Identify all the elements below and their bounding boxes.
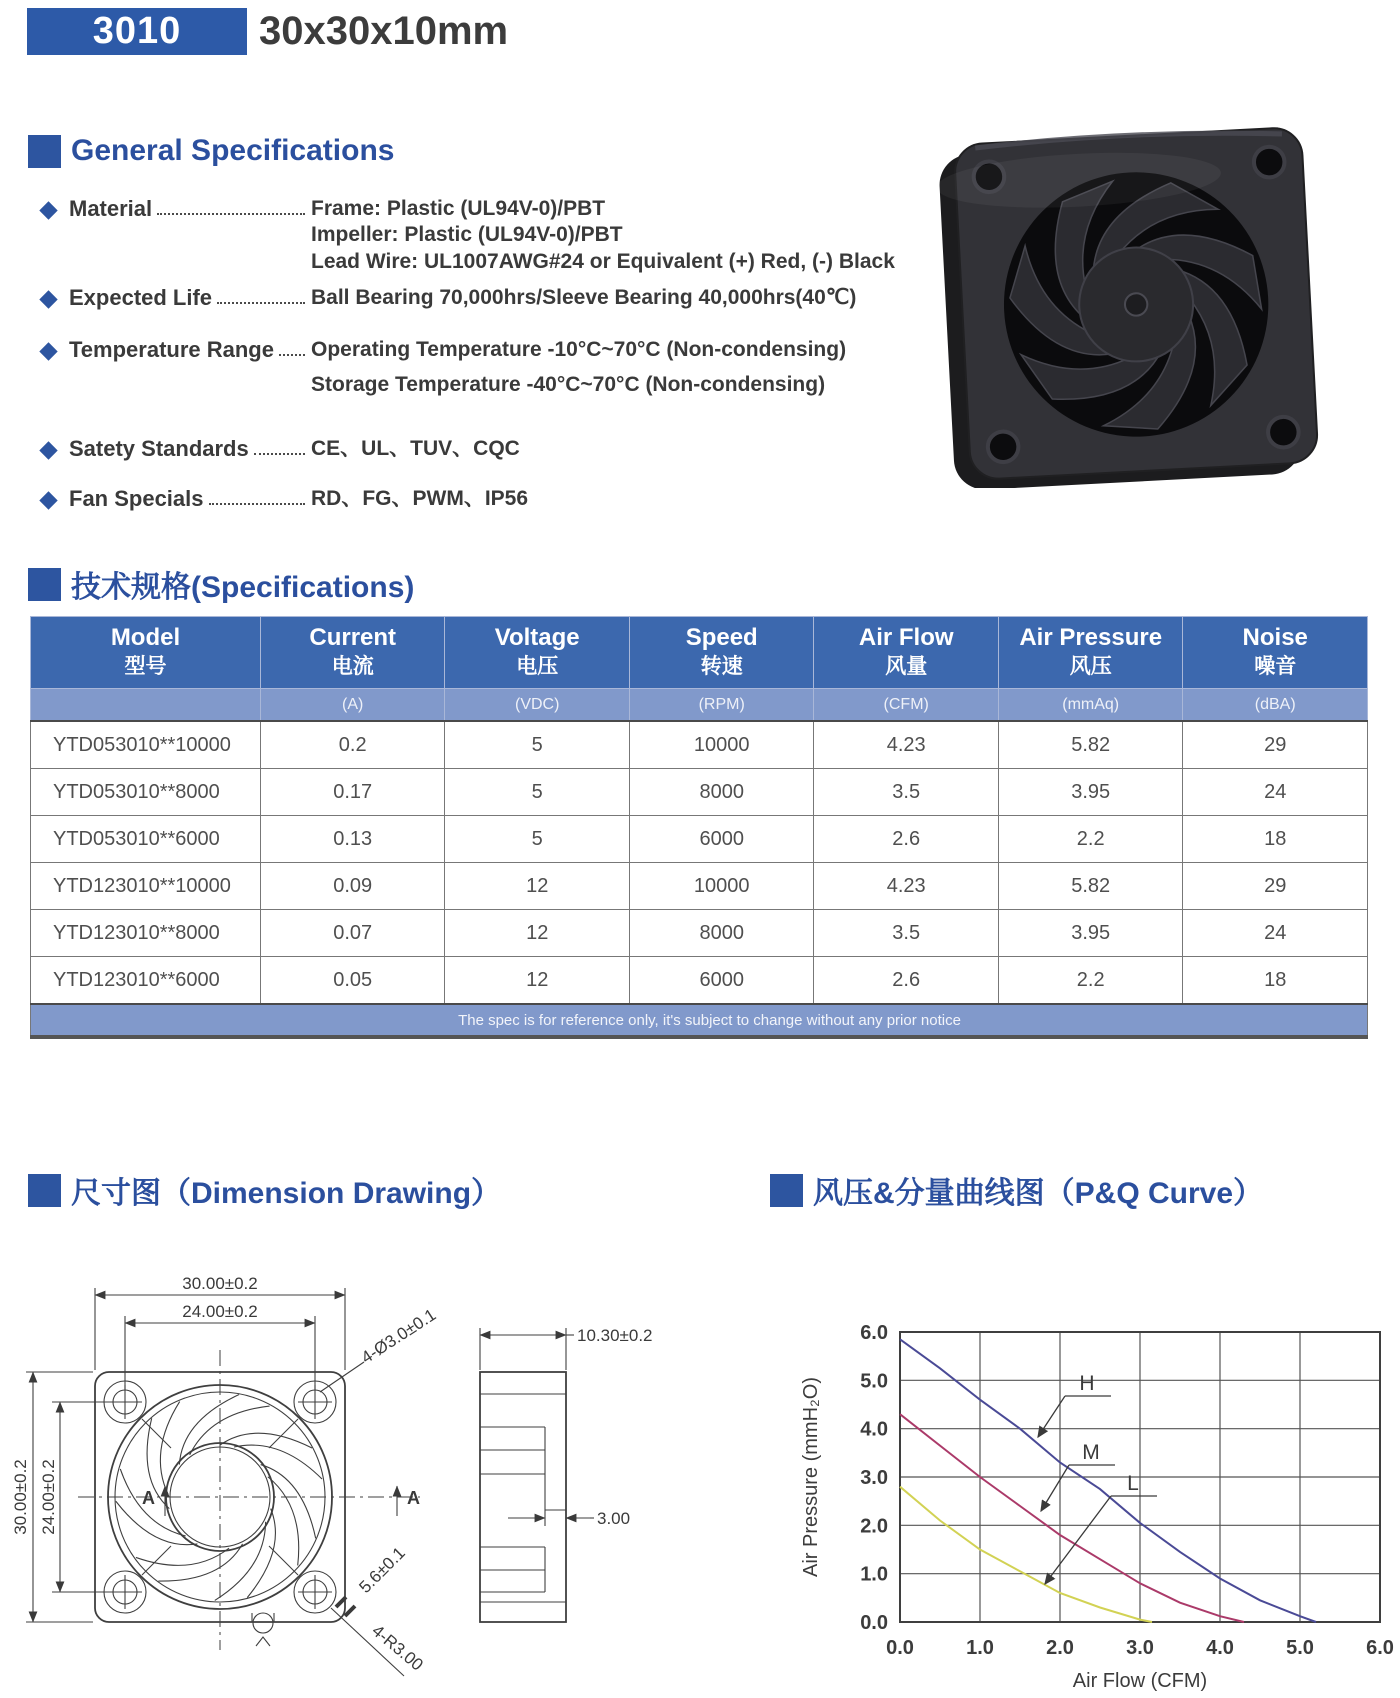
svg-text:1.0: 1.0	[966, 1637, 994, 1659]
table-cell: 18	[1183, 816, 1368, 863]
svg-text:6.0: 6.0	[860, 1322, 888, 1344]
table-row	[31, 721, 1368, 769]
pq-chart	[755, 1232, 1400, 1698]
spec-list	[30, 196, 900, 534]
table-cell: YTD053010**8000	[31, 769, 261, 816]
dotted-leader	[157, 203, 305, 215]
table-cell: 3.5	[814, 769, 999, 816]
section-a-label-right: A	[407, 1488, 420, 1508]
section-square-icon	[770, 1174, 803, 1207]
svg-text:2.0: 2.0	[1046, 1637, 1074, 1659]
side-view	[480, 1326, 653, 1622]
column-header: Model 型号	[31, 617, 261, 689]
column-unit: (VDC)	[445, 689, 630, 722]
table-units-row	[31, 689, 1368, 722]
table-cell: 0.17	[260, 769, 445, 816]
table-row	[31, 957, 1368, 1005]
svg-text:4.0: 4.0	[1206, 1637, 1234, 1659]
column-header: Noise 噪音	[1183, 617, 1368, 689]
spec-table	[30, 616, 1368, 1039]
model-code-badge: 3010	[27, 8, 247, 55]
table-cell: 2.6	[814, 957, 999, 1005]
column-unit: (A)	[260, 689, 445, 722]
table-cell: YTD053010**10000	[31, 721, 261, 769]
table-cell: 8000	[629, 910, 814, 957]
dim-width-outer: 30.00±0.2	[182, 1274, 258, 1293]
general-specs-header	[28, 134, 394, 168]
table-cell: 10000	[629, 863, 814, 910]
table-cell: 2.6	[814, 816, 999, 863]
dotted-leader	[254, 443, 305, 455]
table-row	[31, 769, 1368, 816]
curve-l	[900, 1487, 1152, 1622]
spec-item	[30, 196, 900, 275]
spec-label: Expected Life	[69, 285, 311, 311]
dim-depth: 10.30±0.2	[577, 1326, 653, 1345]
table-cell: 12	[445, 863, 630, 910]
spec-label: Satety Standards	[69, 436, 311, 462]
svg-text:H: H	[1079, 1372, 1095, 1395]
table-cell: 6000	[629, 816, 814, 863]
section-square-icon	[28, 1174, 61, 1207]
general-specs-title: General Specifications	[71, 134, 395, 167]
y-axis-title: Air Pressure (mmH₂O)	[800, 1377, 822, 1577]
svg-text:4.0: 4.0	[860, 1418, 888, 1441]
dim-width-holes: 24.00±0.2	[182, 1302, 258, 1321]
table-cell: 3.5	[814, 910, 999, 957]
diamond-bullet-icon	[39, 290, 57, 308]
fan-product-photo	[912, 122, 1340, 488]
svg-text:0.0: 0.0	[886, 1637, 914, 1659]
spec-values: Ball Bearing 70,000hrs/Sleeve Bearing 40,000hrs(40℃)	[311, 285, 857, 309]
table-cell: 3.95	[998, 910, 1183, 957]
svg-text:6.0: 6.0	[1366, 1637, 1394, 1659]
table-cell: 5	[445, 816, 630, 863]
diamond-bullet-icon	[39, 441, 57, 459]
page-title: 30x30x10mm	[259, 9, 509, 53]
pq-header	[770, 1168, 1263, 1212]
dim-notch: 5.6±0.1	[355, 1543, 409, 1597]
table-cell: 0.07	[260, 910, 445, 957]
dotted-leader	[209, 493, 305, 505]
dim-height-outer: 30.00±0.2	[11, 1459, 30, 1535]
diamond-bullet-icon	[39, 342, 57, 360]
column-unit: (dBA)	[1183, 689, 1368, 722]
table-cell: YTD123010**8000	[31, 910, 261, 957]
svg-text:0.0: 0.0	[860, 1612, 888, 1634]
table-cell: 10000	[629, 721, 814, 769]
dimension-title: 尺寸图（Dimension Drawing）	[71, 1177, 502, 1210]
svg-text:5.0: 5.0	[1286, 1637, 1314, 1659]
diamond-bullet-icon	[39, 201, 57, 219]
spec-table-header	[28, 562, 414, 606]
curve-label-h	[1038, 1372, 1111, 1437]
svg-text:1.0: 1.0	[860, 1563, 888, 1586]
table-cell: 29	[1183, 863, 1368, 910]
spec-values: CE、UL、TUV、CQC	[311, 436, 520, 460]
y-tick-labels	[860, 1322, 888, 1634]
front-view	[11, 1274, 439, 1676]
column-unit: (mmAq)	[998, 689, 1183, 722]
pq-title: 风压&分量曲线图（P&Q Curve）	[813, 1177, 1264, 1210]
spec-values: Operating Temperature -10°C~70°C (Non-condensing) Storage Temperature -40°C~70°C (Non-condensing)	[311, 338, 847, 397]
table-cell: 2.2	[998, 816, 1183, 863]
section-a-label-left: A	[142, 1488, 155, 1508]
table-cell: YTD053010**6000	[31, 816, 261, 863]
table-cell: 0.05	[260, 957, 445, 1005]
spec-item	[30, 486, 900, 512]
table-cell: 24	[1183, 910, 1368, 957]
column-header: Air Flow 风量	[814, 617, 999, 689]
column-unit: (RPM)	[629, 689, 814, 722]
table-cell: 18	[1183, 957, 1368, 1005]
spec-item	[30, 436, 900, 462]
table-cell: 8000	[629, 769, 814, 816]
table-footnote-row	[31, 1004, 1368, 1037]
section-square-icon	[28, 135, 61, 168]
column-header: Voltage 电压	[445, 617, 630, 689]
table-cell: 0.2	[260, 721, 445, 769]
dimension-header	[28, 1168, 501, 1212]
column-header: Current 电流	[260, 617, 445, 689]
spec-values: Frame: Plastic (UL94V-0)/PBT Impeller: Plastic (UL94V-0)/PBT Lead Wire: UL1007AWG#24 or Equivalent (+) Red, (-) Black	[311, 197, 895, 273]
fan-hub-screw	[1124, 293, 1148, 317]
table-cell: YTD123010**6000	[31, 957, 261, 1005]
spec-values: RD、FG、PWM、IP56	[311, 486, 529, 510]
spec-table-body	[31, 721, 1368, 1037]
header	[27, 8, 508, 55]
dim-step: 3.00	[597, 1509, 631, 1528]
table-cell: YTD123010**10000	[31, 863, 261, 910]
table-cell: 12	[445, 910, 630, 957]
column-header: Speed 转速	[629, 617, 814, 689]
table-cell: 6000	[629, 957, 814, 1005]
dimension-drawing	[0, 1222, 710, 1698]
table-cell: 5	[445, 721, 630, 769]
svg-text:3.0: 3.0	[1126, 1637, 1154, 1659]
table-cell: 24	[1183, 769, 1368, 816]
diamond-bullet-icon	[39, 491, 57, 509]
spec-item	[30, 337, 900, 408]
x-axis-title: Air Flow (CFM)	[1072, 1670, 1208, 1692]
table-footnote: The spec is for reference only, it's subject to change without any prior notice	[31, 1004, 1368, 1037]
table-cell: 5.82	[998, 863, 1183, 910]
spec-item	[30, 285, 900, 311]
svg-text:5.0: 5.0	[860, 1370, 888, 1393]
x-tick-labels	[886, 1637, 1394, 1659]
table-row	[31, 816, 1368, 863]
table-row	[31, 910, 1368, 957]
curve-h	[900, 1339, 1316, 1622]
svg-text:2.0: 2.0	[860, 1515, 888, 1538]
spec-table-title: 技术规格(Specifications)	[71, 571, 415, 604]
curve-m	[900, 1414, 1244, 1622]
dim-corner-radius: 4-R3.00	[368, 1621, 427, 1675]
table-cell: 4.23	[814, 721, 999, 769]
spec-label: Temperature Range	[69, 337, 311, 363]
chart-curves	[900, 1339, 1316, 1622]
dim-height-holes: 24.00±0.2	[39, 1459, 58, 1535]
chart-grid	[900, 1332, 1380, 1622]
table-row	[31, 863, 1368, 910]
table-cell: 12	[445, 957, 630, 1005]
spec-table-wrap	[30, 616, 1368, 1039]
svg-text:M: M	[1082, 1441, 1100, 1464]
column-header: Air Pressure 风压	[998, 617, 1183, 689]
table-cell: 0.09	[260, 863, 445, 910]
table-cell: 3.95	[998, 769, 1183, 816]
table-cell: 2.2	[998, 957, 1183, 1005]
column-unit: (CFM)	[814, 689, 999, 722]
svg-text:3.0: 3.0	[860, 1467, 888, 1489]
dim-holes-callout: 4-Ø3.0±0.1	[357, 1305, 440, 1368]
table-header-row	[31, 617, 1368, 689]
curve-label-m	[1041, 1441, 1115, 1511]
spec-table-head	[31, 617, 1368, 722]
spec-label: Fan Specials	[69, 486, 311, 512]
table-cell: 5	[445, 769, 630, 816]
table-cell: 0.13	[260, 816, 445, 863]
table-cell: 29	[1183, 721, 1368, 769]
dotted-leader	[279, 344, 305, 356]
table-cell: 4.23	[814, 863, 999, 910]
column-unit	[31, 689, 261, 722]
table-cell: 5.82	[998, 721, 1183, 769]
spec-label: Material	[69, 196, 311, 222]
section-square-icon	[28, 568, 61, 601]
svg-text:L: L	[1127, 1472, 1139, 1495]
dotted-leader	[217, 292, 305, 304]
